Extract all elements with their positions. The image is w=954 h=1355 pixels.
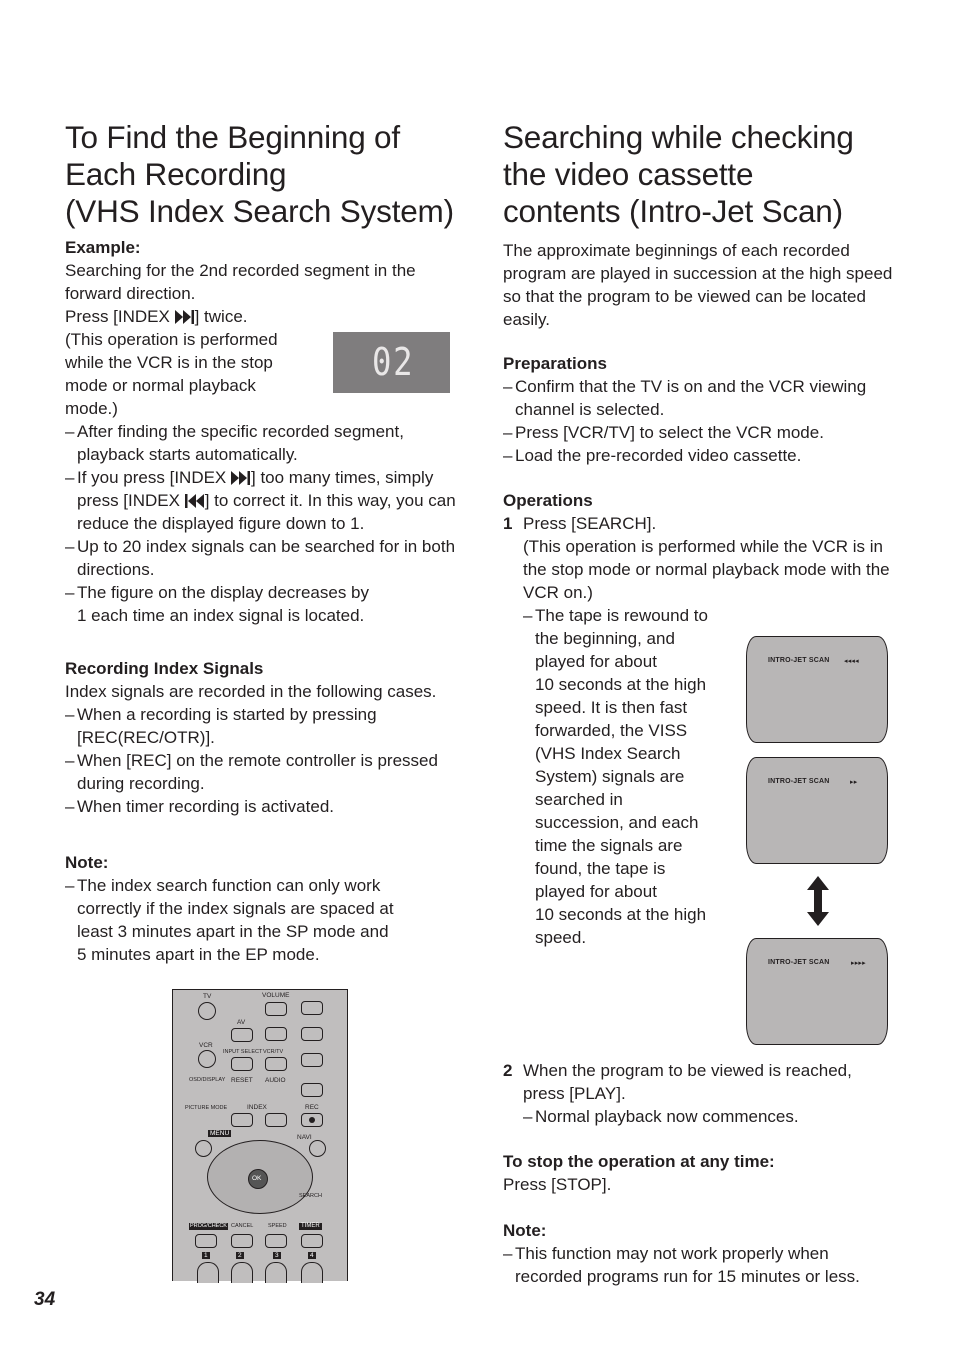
remote-label-navi: NAVI: [297, 1134, 312, 1141]
vcr-display: [333, 332, 450, 393]
index-reverse-icon: [185, 494, 205, 508]
recording-index-section: [65, 657, 457, 818]
step1-bullet: – The tape is rewound to the beginning, and played for about 10 seconds at the high speed. It is then fast forwarded, the VISS (VHS Index Search System) signals are searched in succession, and each time the signals are found, the tape is played for about 10 seconds at the high speed.: [523, 604, 895, 949]
vcr-tv-button[interactable]: [265, 1057, 287, 1071]
step2-bullet: – Normal playback now commences.: [523, 1105, 895, 1128]
remote-label-cancel: CANCEL: [231, 1223, 254, 1229]
ok-button[interactable]: [248, 1169, 268, 1189]
bullet-playback: – After finding the specific recorded segment, playback starts automatically.: [65, 420, 457, 466]
remote-label-volume: VOLUME: [262, 992, 290, 999]
stop-text: Press [STOP].: [503, 1175, 612, 1194]
remote-label-prog-check: PROG/CHECK: [190, 1223, 227, 1229]
rec-text: Index signals are recorded in the following cases.: [65, 682, 437, 701]
step-2-section: [503, 1059, 895, 1128]
channel-down-button[interactable]: [301, 1027, 323, 1041]
note-heading: Note:: [503, 1221, 547, 1240]
left-title-line: Each Recording: [65, 156, 287, 192]
note-heading: Note:: [65, 853, 109, 872]
step1-paren: (This operation is performed while the VCR is in the stop mode or normal playback mode with the VCR on.): [523, 537, 890, 602]
remote-label-reset: RESET: [231, 1077, 253, 1084]
step-2: [503, 1059, 895, 1128]
number-2-button[interactable]: [231, 1262, 253, 1283]
ops-heading: Operations: [503, 491, 593, 510]
prep-heading: Preparations: [503, 354, 607, 373]
rec-bullet: – When timer recording is activated.: [65, 795, 457, 818]
step-number: 2: [503, 1061, 513, 1080]
remote-label-osd: OSD/DISPLAY: [189, 1077, 226, 1083]
forward-symbol: ▸▸: [850, 779, 858, 786]
stop-section: [503, 1150, 895, 1196]
remote-label-av: AV: [237, 1019, 246, 1026]
volume-up-button[interactable]: [265, 1002, 287, 1016]
navi-button[interactable]: [309, 1140, 326, 1157]
preparations-section: [503, 352, 895, 467]
input-select-button[interactable]: [231, 1057, 253, 1071]
index-back-button[interactable]: [231, 1113, 253, 1127]
screen-label: INTRO-JET SCAN: [768, 778, 830, 785]
remote-label-search: SEARCH: [299, 1193, 322, 1199]
index-forward-icon: [175, 310, 195, 324]
remote-control-illustration: [172, 989, 348, 1281]
paren-line: while the VCR is in the stop: [65, 353, 273, 372]
tv-screen-rewind: [746, 636, 888, 743]
screen-label: INTRO-JET SCAN: [768, 657, 830, 664]
menu-button[interactable]: [195, 1140, 212, 1157]
remote-label-index: INDEX: [247, 1104, 267, 1111]
remote-label-picture-mode: PICTURE MODE: [185, 1105, 228, 1111]
speed-button[interactable]: [265, 1234, 287, 1248]
remote-label-input-select: INPUT SELECT: [223, 1049, 263, 1055]
prep-bullet: – Confirm that the TV is on and the VCR viewing channel is selected.: [503, 375, 895, 421]
left-title-line: To Find the Beginning of: [65, 119, 400, 155]
example-section: [65, 236, 457, 627]
rewind-symbol: ◂◂◂◂: [844, 658, 859, 665]
page-number: 34: [34, 1289, 56, 1310]
intro-paragraph: [503, 239, 895, 331]
fast-forward-symbol: ▸▸▸▸: [851, 960, 866, 967]
volume-down-button[interactable]: [265, 1027, 287, 1041]
index-forward-icon: [231, 471, 251, 485]
timer-button[interactable]: [301, 1234, 323, 1248]
remote-label-vcr-tv: VCR/TV: [263, 1049, 284, 1055]
bullet-figure-decreases: – The figure on the display decreases by 1 each time an index signal is located.: [65, 581, 457, 627]
left-note-section: [65, 851, 457, 966]
left-title: [65, 119, 457, 230]
step1-text: Press [SEARCH].: [523, 514, 657, 533]
remote-label-rec: REC: [305, 1104, 319, 1111]
example-heading: Example:: [65, 238, 141, 257]
right-title-line: Searching while checking: [503, 119, 854, 155]
note-bullet: – This function may not work properly when recorded programs run for 15 minutes or less.: [503, 1242, 895, 1288]
ch-up-2-button[interactable]: [301, 1053, 323, 1067]
note-bullet: – The index search function can only work correctly if the index signals are spaced at least 3 minutes apart in the SP mode and 5 minutes apart in the EP mode.: [65, 874, 457, 966]
bullet-too-many: – If you press [INDEX ] too many times, simply press [INDEX ] to correct it. In this way, you can reduce the displayed figure down to 1.: [65, 466, 457, 535]
tv-screen-forward: [746, 757, 888, 864]
av-button[interactable]: [231, 1028, 253, 1042]
ch-down-2-button[interactable]: [301, 1083, 323, 1097]
rec-button[interactable]: [301, 1113, 323, 1127]
tv-screen-fast-forward: [746, 938, 888, 1045]
number-4-button[interactable]: [301, 1262, 323, 1283]
right-title-line: contents (Intro-Jet Scan): [503, 193, 843, 229]
tv-power-button[interactable]: [198, 1002, 216, 1020]
prep-bullet: – Press [VCR/TV] to select the VCR mode.: [503, 421, 895, 444]
paren-line: (This operation is performed: [65, 330, 278, 349]
step-number: 1: [503, 514, 513, 533]
bullet-up-to-20: – Up to 20 index signals can be searched for in both directions.: [65, 535, 457, 581]
right-note-section: [503, 1219, 895, 1288]
paren-line: mode or normal playback: [65, 376, 256, 395]
prog-check-button[interactable]: [195, 1234, 217, 1248]
left-title-line: (VHS Index Search System): [65, 193, 454, 229]
right-title-line: the video cassette: [503, 156, 754, 192]
remote-label-tv: TV: [203, 993, 212, 1000]
rec-heading: Recording Index Signals: [65, 659, 264, 678]
channel-up-button[interactable]: [301, 1001, 323, 1015]
remote-label-1: 1: [204, 1252, 208, 1259]
stop-heading: To stop the operation at any time:: [503, 1152, 775, 1171]
intro-text: The approximate beginnings of each recorded program are played in succession at the high speed so that the program to be viewed can be located easily.: [503, 241, 893, 329]
press-index-line: Press [INDEX ] twice.: [65, 307, 248, 326]
remote-label-3: 3: [275, 1252, 279, 1259]
remote-label-vcr: VCR: [199, 1042, 213, 1049]
remote-label-timer: TIMER: [301, 1223, 320, 1229]
number-1-button[interactable]: [197, 1262, 219, 1283]
rec-bullet: – When [REC] on the remote controller is pressed during recording.: [65, 749, 457, 795]
right-title: [503, 119, 903, 230]
rec-bullet: – When a recording is started by pressing [REC(REC/OTR)].: [65, 703, 457, 749]
remote-label-2: 2: [238, 1252, 242, 1259]
remote-label-menu: MENU: [210, 1130, 230, 1137]
display-value: 02: [372, 340, 415, 384]
remote-label-speed: SPEED: [268, 1223, 287, 1229]
step2-text: When the program to be viewed is reached, press [PLAY].: [523, 1061, 852, 1103]
screen-label: INTRO-JET SCAN: [768, 959, 830, 966]
paren-line: mode.): [65, 399, 118, 418]
remote-label-4: 4: [310, 1252, 314, 1259]
number-3-button[interactable]: [265, 1262, 287, 1283]
prep-bullet: – Load the pre-recorded video cassette.: [503, 444, 895, 467]
index-forward-button[interactable]: [265, 1113, 287, 1127]
vcr-power-button[interactable]: [198, 1050, 216, 1068]
cancel-button[interactable]: [231, 1234, 253, 1248]
ok-label: OK: [252, 1175, 262, 1182]
example-text: Searching for the 2nd recorded segment in the forward direction.: [65, 261, 416, 303]
remote-label-audio: AUDIO: [265, 1077, 286, 1084]
double-arrow-icon: [806, 876, 830, 926]
